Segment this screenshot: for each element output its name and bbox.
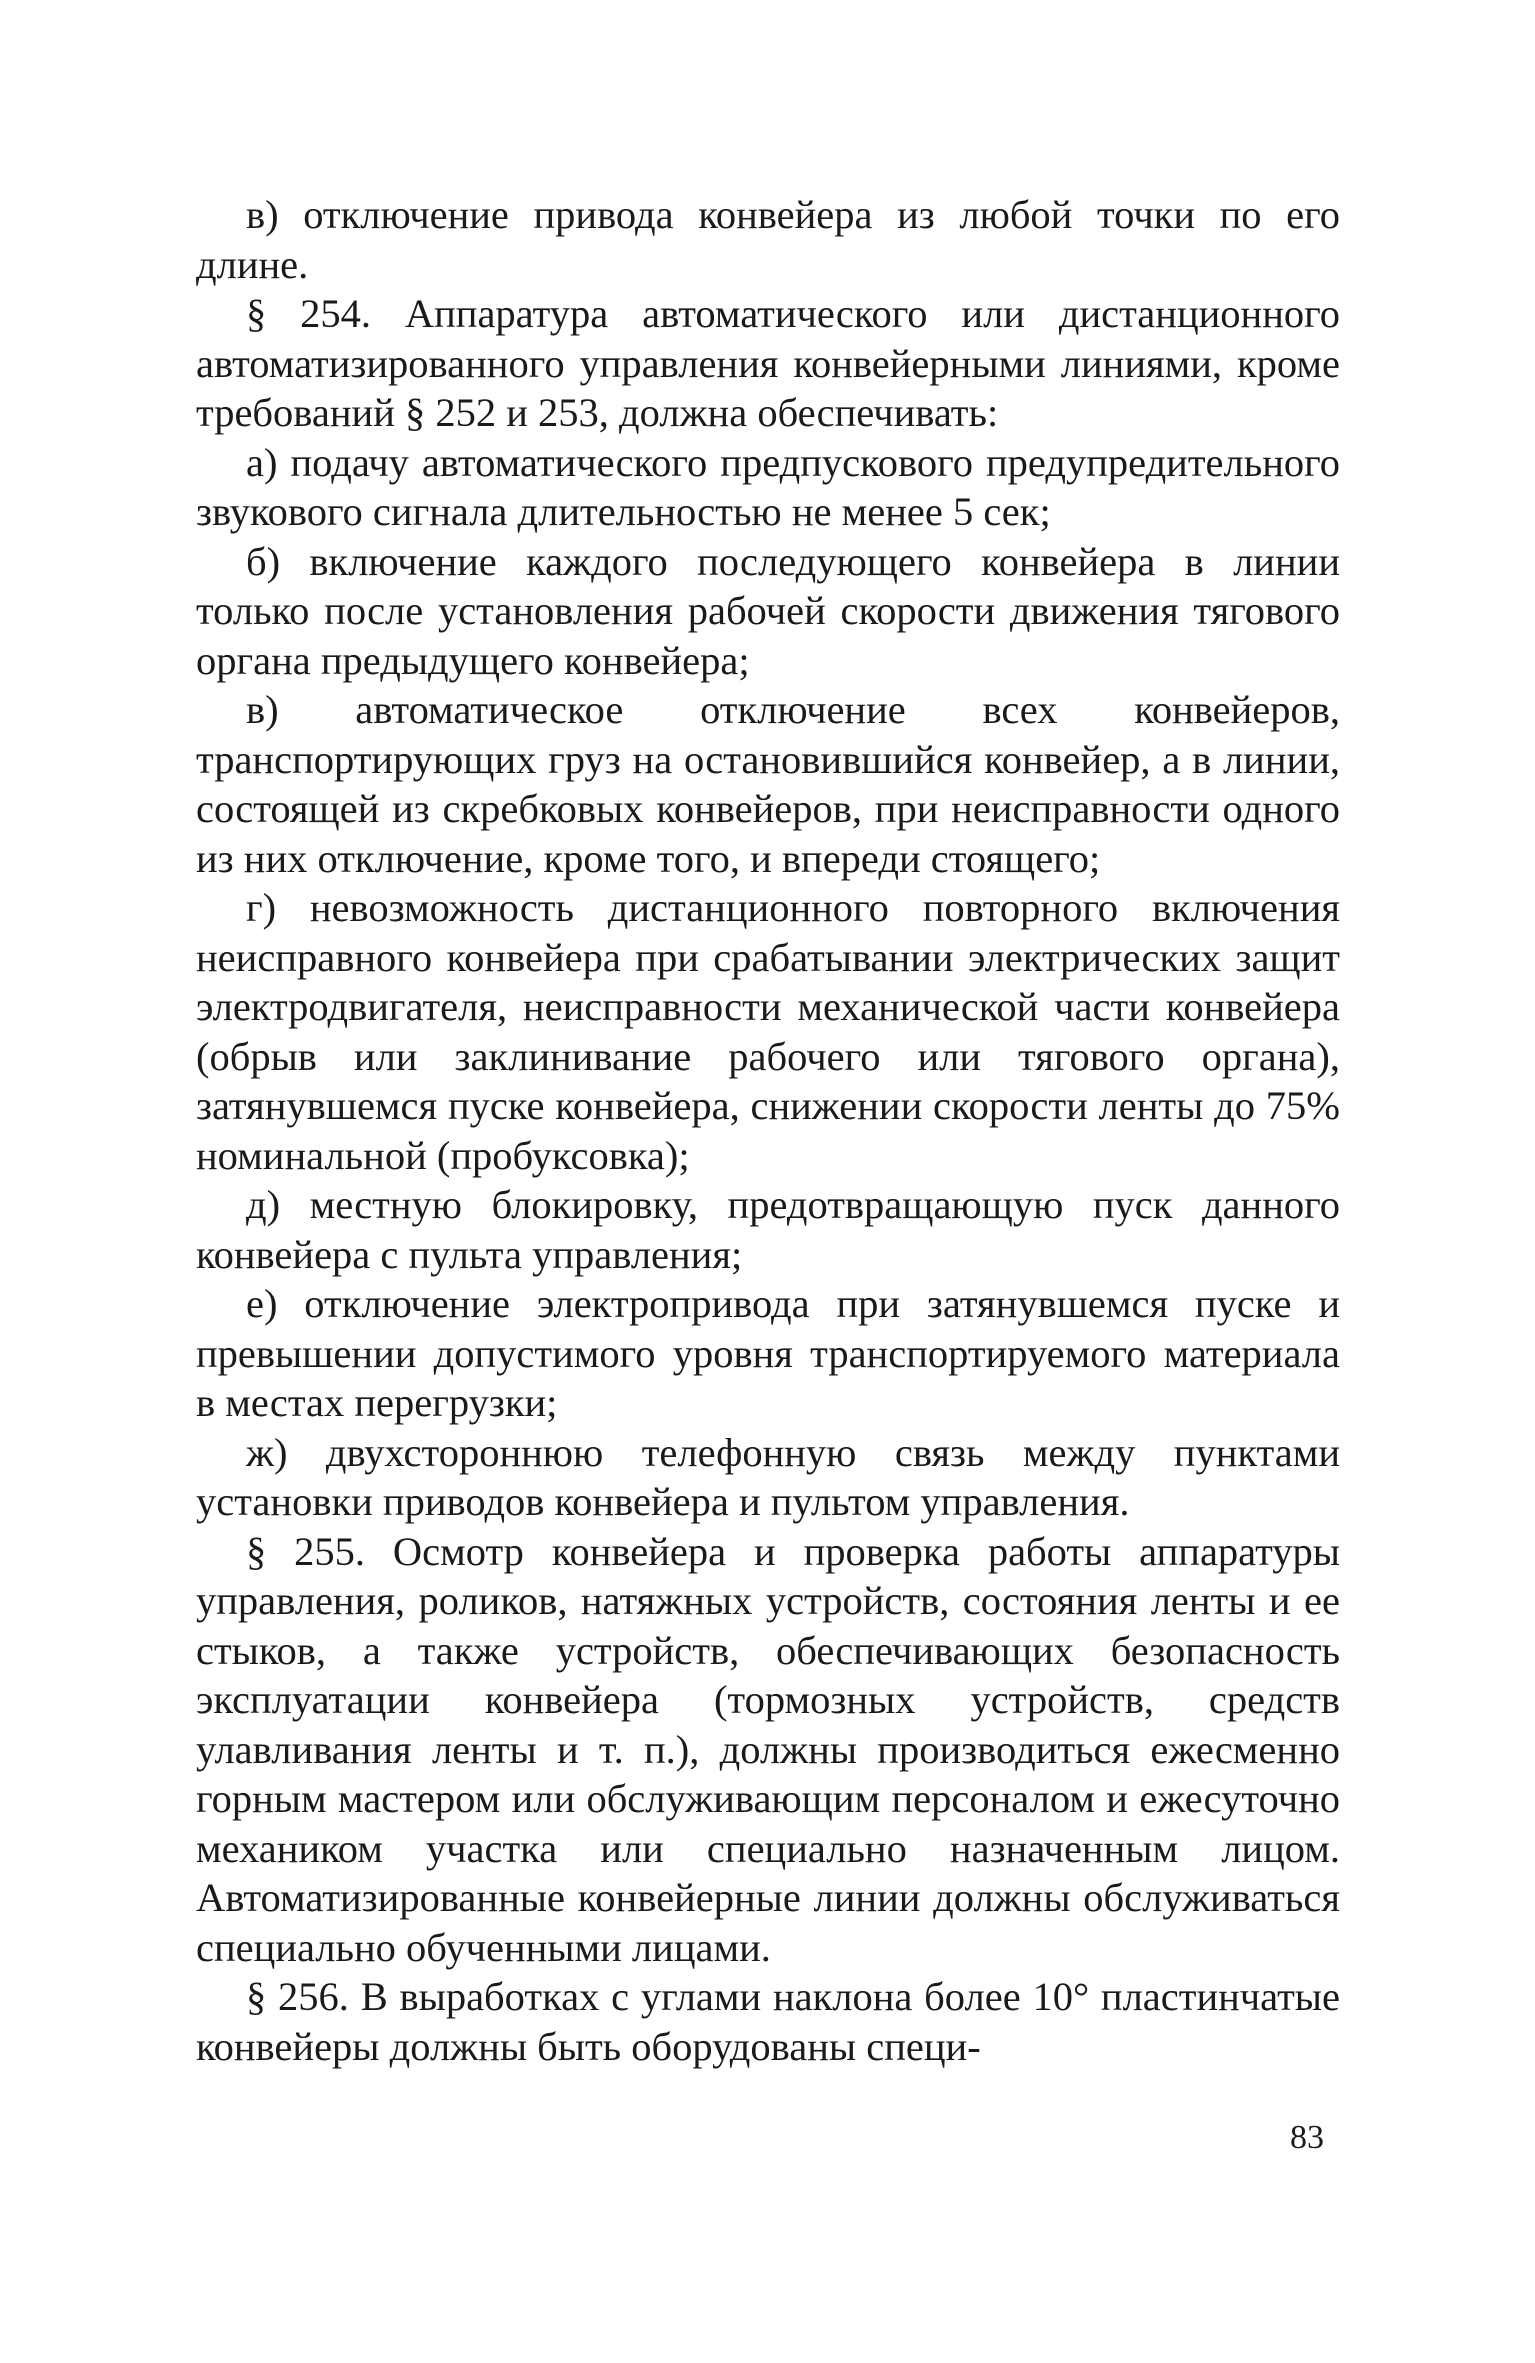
paragraph-section-255: § 255. Осмотр конвейера и проверка работы аппаратуры управления, роликов, натяжных устройств, состояния ленты и ее стыков, а также устройств, обеспечивающих безопасность эксплуатации конвейера (тормозных устройств, средств улавливания ленты и т. п.), должны производиться ежесменно горным мастером или обслуживающим персоналом и ежесуточно механиком участка или специально назначенным лицом. Автоматизированные конвейерные линии должны обслуживаться специально обученными лицами. (196, 1528, 1340, 1970)
paragraph-item-d: д) местную блокировку, предотвращающую пуск данного конвейера с пульта управления; (196, 1182, 1340, 1277)
page-body (196, 190, 1340, 2071)
paragraph-item-v: в) автоматическое отключение всех конвейеров, транспортирующих груз на остановившийся конвейер, а в линии, состоящей из скребковых конвейеров, при неисправности одного из них отключение, кроме того, и впереди стоящего; (196, 687, 1340, 881)
page-number: 83 (1290, 2119, 1324, 2156)
paragraph-section-254: § 254. Аппаратура автоматического или дистанционного автоматизированного управления конвейерными линиями, кроме требований § 252 и 253, должна обеспечивать: (196, 291, 1340, 435)
paragraph-item-a: а) подачу автоматического предпускового предупредительного звукового сигнала длительностью не менее 5 сек; (196, 439, 1340, 534)
paragraph-item-e: е) отключение электропривода при затянувшемся пуске и превышении допустимого уровня транспортируемого материала в местах перегрузки; (196, 1281, 1340, 1425)
paragraph-item-g: г) невозможность дистанционного повторного включения неисправного конвейера при срабатывании электрических защит электродвигателя, неисправности механической части конвейера (обрыв или заклинивание рабочего или тягового органа), затянувшемся пуске конвейера, снижении скорости ленты до 75% номинальной (пробуксовка); (196, 885, 1340, 1178)
paragraph-item-b: б) включение каждого последующего конвейера в линии только после установления рабочей скорости движения тягового органа предыдущего конвейера; (196, 538, 1340, 683)
paragraph-section-256: § 256. В выработках с углами наклона более 10° пластинчатые конвейеры должны быть оборудованы специ- (196, 1974, 1340, 2069)
paragraph-item-v-end: в) отключение привода конвейера из любой точки по его длине. (196, 192, 1340, 287)
paragraph-item-zh: ж) двухстороннюю телефонную связь между пунктами установки приводов конвейера и пультом управления. (196, 1429, 1340, 1524)
